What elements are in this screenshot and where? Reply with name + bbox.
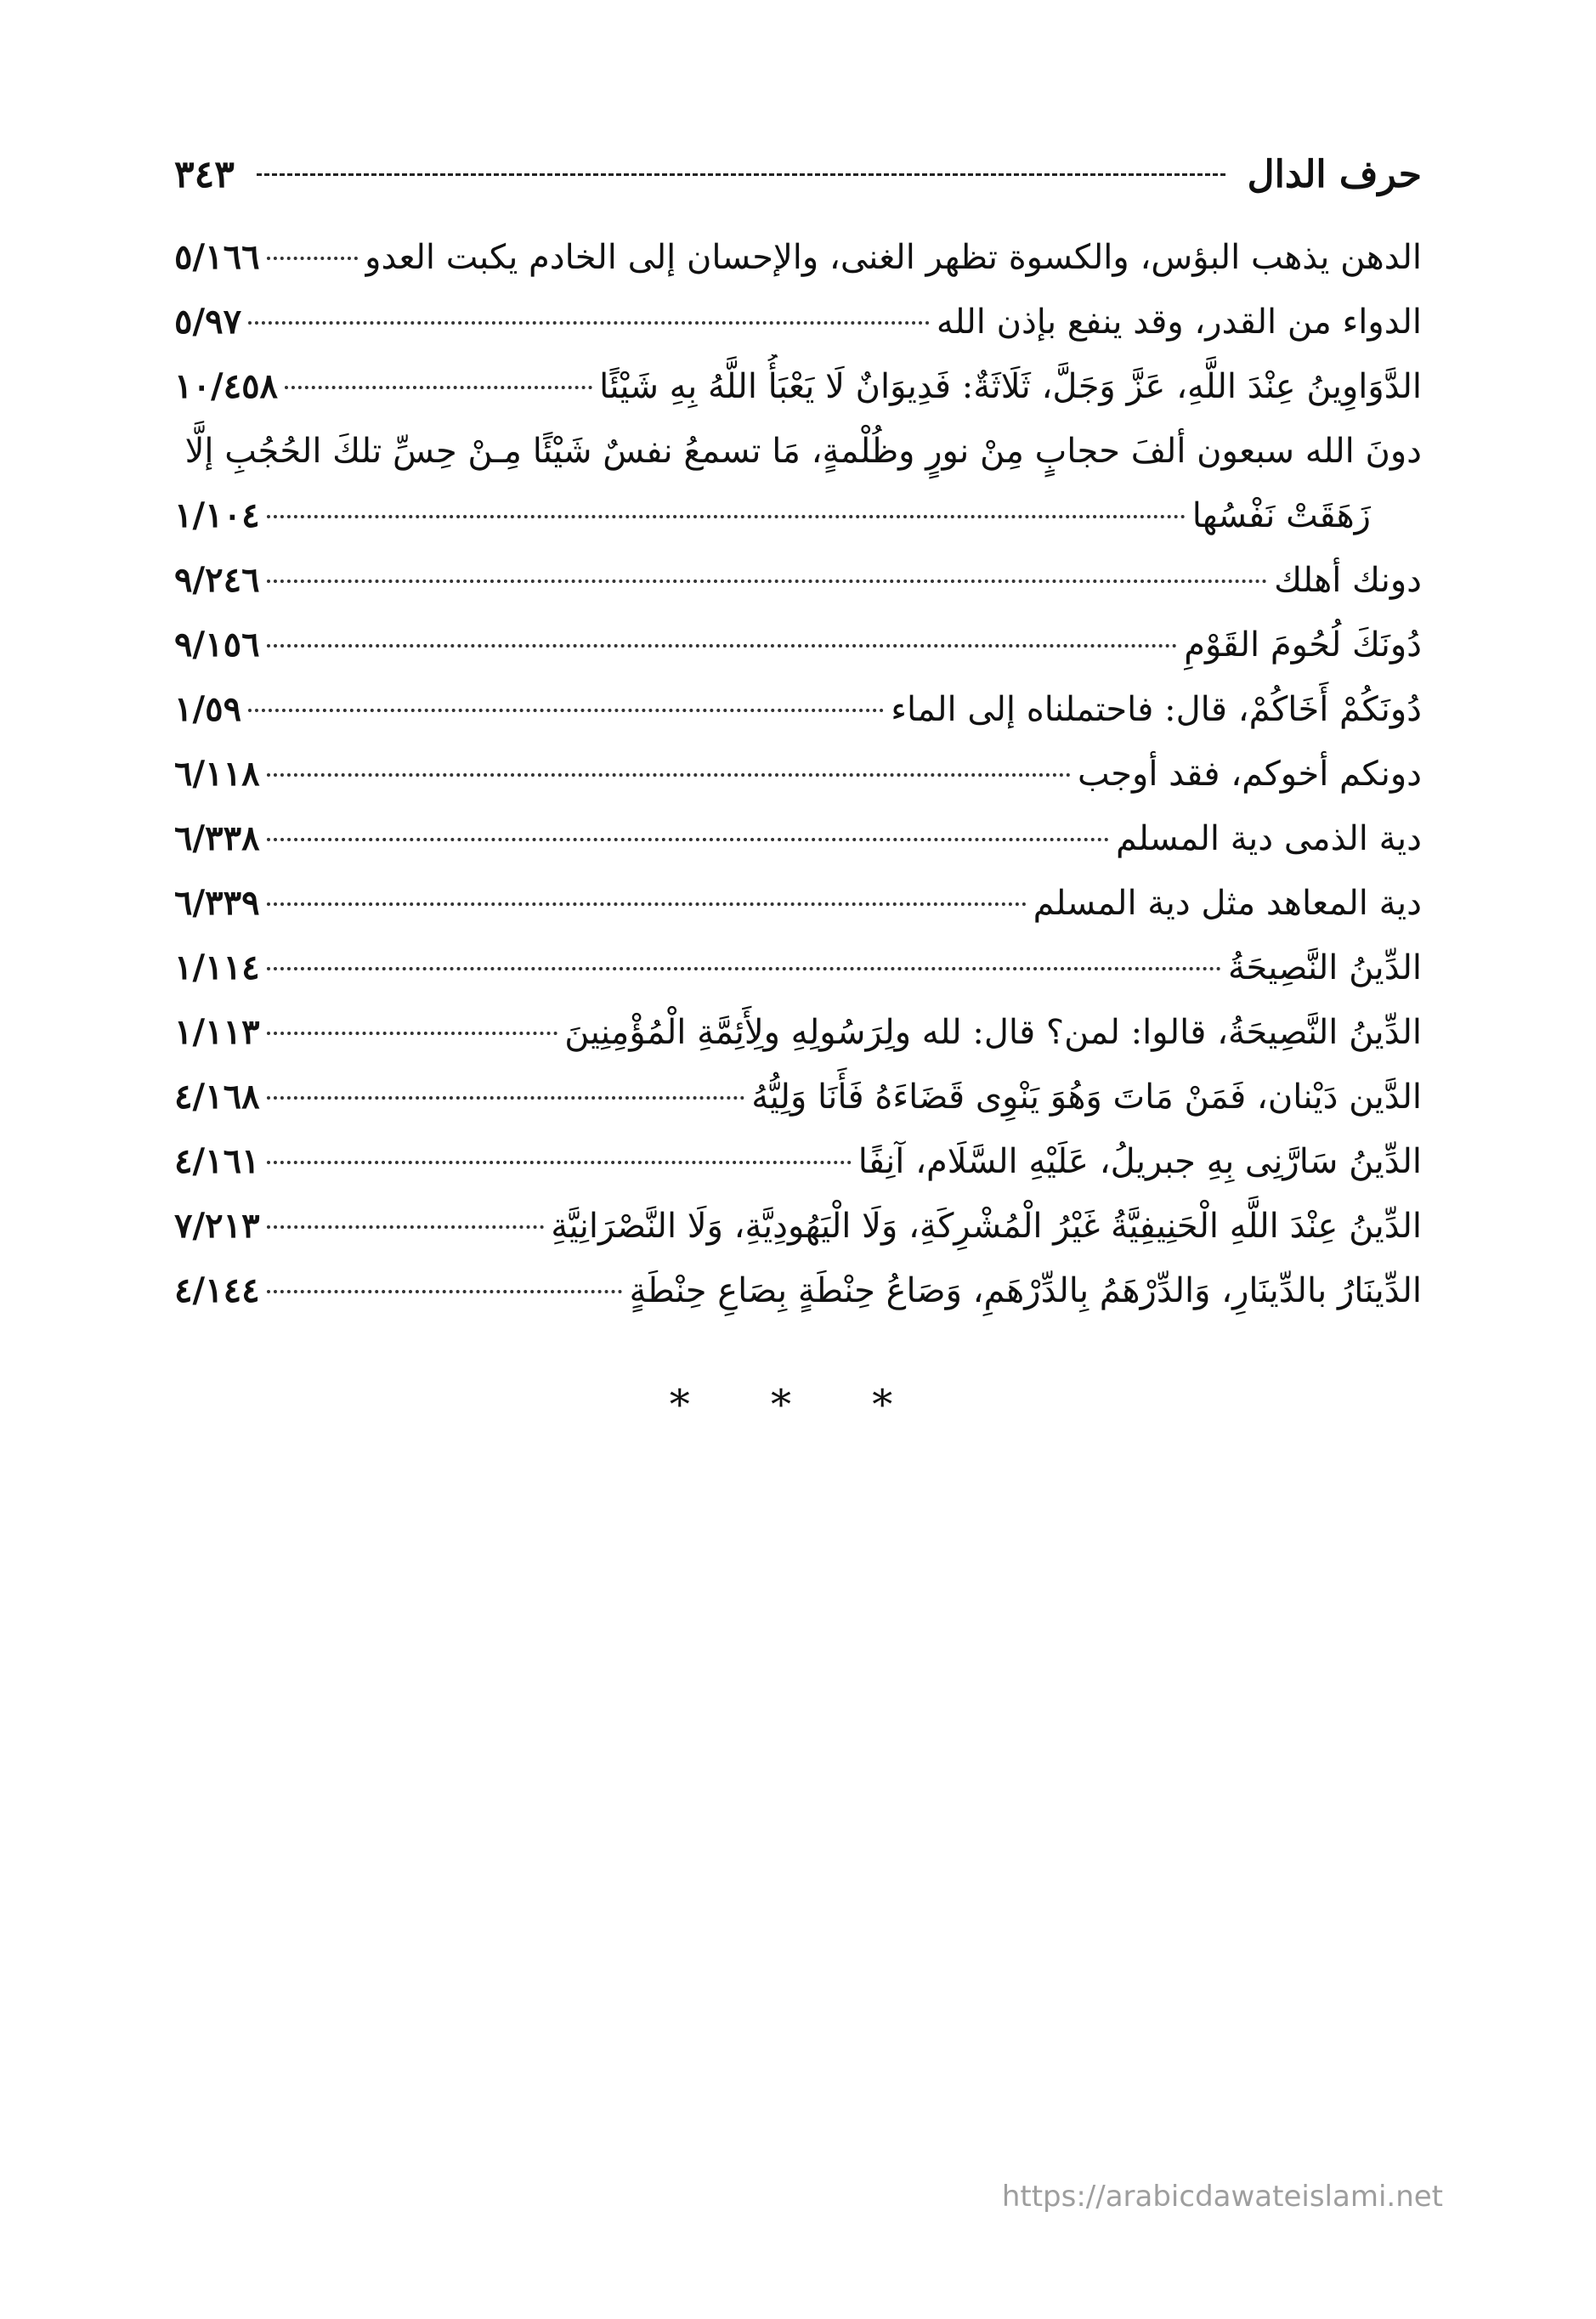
entry-reference: ٤/١٦٨ (174, 1077, 260, 1117)
dot-leader (267, 1096, 745, 1100)
entry-reference: ٥/٩٧ (174, 302, 242, 342)
dot-leader (267, 1290, 623, 1293)
index-entry (174, 936, 1422, 1000)
index-entry (174, 1194, 1422, 1258)
index-entry (174, 677, 1422, 742)
dot-leader (248, 321, 930, 325)
entry-text: الدِّينَارُ بالدِّينَارِ، وَالدِّرْهَمُ بِالدِّرْهَمِ، وَصَاعُ حِنْطَةٍ بِصَاعِ حِنْطَةٍ (629, 1271, 1422, 1310)
dot-leader (267, 1032, 558, 1035)
entry-text: دية الذمى دية المسلم (1116, 819, 1422, 858)
page-header (174, 144, 1422, 204)
entry-reference: ٥/١٦٦ (174, 237, 260, 277)
entry-text: دُونَكُمْ أَخَاكُمْ، قال: فاحتملناه إلى الماء (891, 690, 1422, 729)
entry-reference: ٦/١١٨ (174, 754, 260, 794)
index-entry (174, 419, 1422, 484)
entry-text: الدَّين دَيْنان، فَمَنْ مَاتَ وَهُوَ يَنْوِى قَضَاءَهُ فَأَنَا وَلِيُّهُ (751, 1077, 1422, 1117)
dot-leader (267, 580, 1268, 583)
page-number: ٣٤٣ (174, 152, 235, 196)
entry-text: دية المعاهد مثل دية المسلم (1033, 884, 1422, 923)
dot-leader (267, 773, 1071, 777)
hadith-index-list (174, 225, 1422, 1323)
entry-reference: ١/١١٤ (174, 947, 260, 987)
entry-text: الدَّوَاوِينُ عِنْدَ اللَّهِ، عَزَّ وَجَلَّ، ثَلَاثَةٌ: فَدِيوَانٌ لَا يَعْبَأُ اللَّهُ بِهِ شَيْئًا (599, 367, 1422, 406)
entry-reference: ٤/١٤٤ (174, 1270, 260, 1310)
index-entry (174, 1258, 1422, 1323)
entry-reference: ٩/٢٤٦ (174, 560, 260, 600)
index-entry (174, 613, 1422, 677)
entry-text: الدواء من القدر، وقد ينفع بإذن الله (936, 303, 1422, 342)
dot-leader (267, 1161, 852, 1164)
entry-reference: ١/١٠٤ (174, 495, 260, 535)
dot-leader (267, 838, 1109, 841)
entry-reference: ١/١١٣ (174, 1012, 260, 1052)
entry-text: الدِّينُ عِنْدَ اللَّهِ الْحَنِيفِيَّةُ غَيْرُ الْمُشْرِكَةِ، وَلَا الْيَهُودِيَّةِ، وَلَا النَّصْرَانِيَّةِ (551, 1207, 1422, 1246)
dot-leader (267, 967, 1221, 970)
index-entry (174, 225, 1422, 290)
index-entry (174, 1065, 1422, 1129)
watermark-url: https://arabicdawateislami.net (1001, 2180, 1443, 2214)
entry-text: الدِّينُ سَارَّنِى بِهِ جبريلُ، عَلَيْهِ السَّلَام، آنِفًا (857, 1142, 1422, 1181)
entry-reference: ٦/٣٣٩ (174, 883, 260, 923)
index-entry (174, 354, 1422, 419)
dot-leader (267, 257, 359, 260)
section-end-mark: * * * (669, 1381, 927, 1428)
entry-text: زَهَقَتْ نَفْسُها (1191, 496, 1371, 535)
index-entry (174, 548, 1422, 613)
entry-reference: ٩/١٥٦ (174, 625, 260, 665)
entry-reference: ٧/٢١٣ (174, 1206, 260, 1246)
entry-text: دونك أهلك (1274, 561, 1422, 600)
index-entry (174, 742, 1422, 806)
dot-leader (248, 709, 884, 712)
entry-text: دونكم أخوكم، فقد أوجب (1078, 755, 1422, 794)
entry-text: الدِّينُ النَّصِيحَةُ، قالوا: لمن؟ قال: لله ولِرَسُولِهِ ولِأَئِمَّةِ الْمُؤْمِنِينَ (564, 1013, 1422, 1052)
entry-text: دونَ الله سبعون ألفَ حجابٍ مِنْ نورٍ وظُلْمةٍ، مَا تسمعُ نفسٌ شَيْئًا مِـنْ حِسِّ تلكَ الحُجُبِ إلَّا (184, 432, 1422, 471)
index-entry (174, 806, 1422, 871)
index-entry (174, 1129, 1422, 1194)
index-entry (174, 290, 1422, 354)
entry-text: دُونَكَ لُحُومَ القَوْمِ (1184, 625, 1422, 665)
dot-leader (267, 902, 1027, 906)
index-entry (174, 871, 1422, 936)
entry-reference: ١٠/٤٥٨ (174, 366, 279, 406)
dot-leader (267, 644, 1178, 648)
entry-text: الدِّينُ النَّصِيحَةُ (1228, 948, 1422, 987)
chapter-title: حرف الدال (1247, 152, 1422, 196)
header-rule (257, 173, 1225, 176)
entry-reference: ٦/٣٣٨ (174, 818, 260, 858)
dot-leader (267, 1225, 545, 1229)
dot-leader (267, 515, 1186, 518)
index-entry (174, 1000, 1422, 1065)
dot-leader (285, 386, 592, 389)
entry-reference: ١/٥٩ (174, 689, 242, 729)
entry-text: الدهن يذهب البؤس، والكسوة تظهر الغنى، والإحسان إلى الخادم يكبت العدو (365, 238, 1422, 277)
index-entry-continuation (174, 484, 1422, 548)
entry-reference: ٤/١٦١ (174, 1141, 260, 1181)
